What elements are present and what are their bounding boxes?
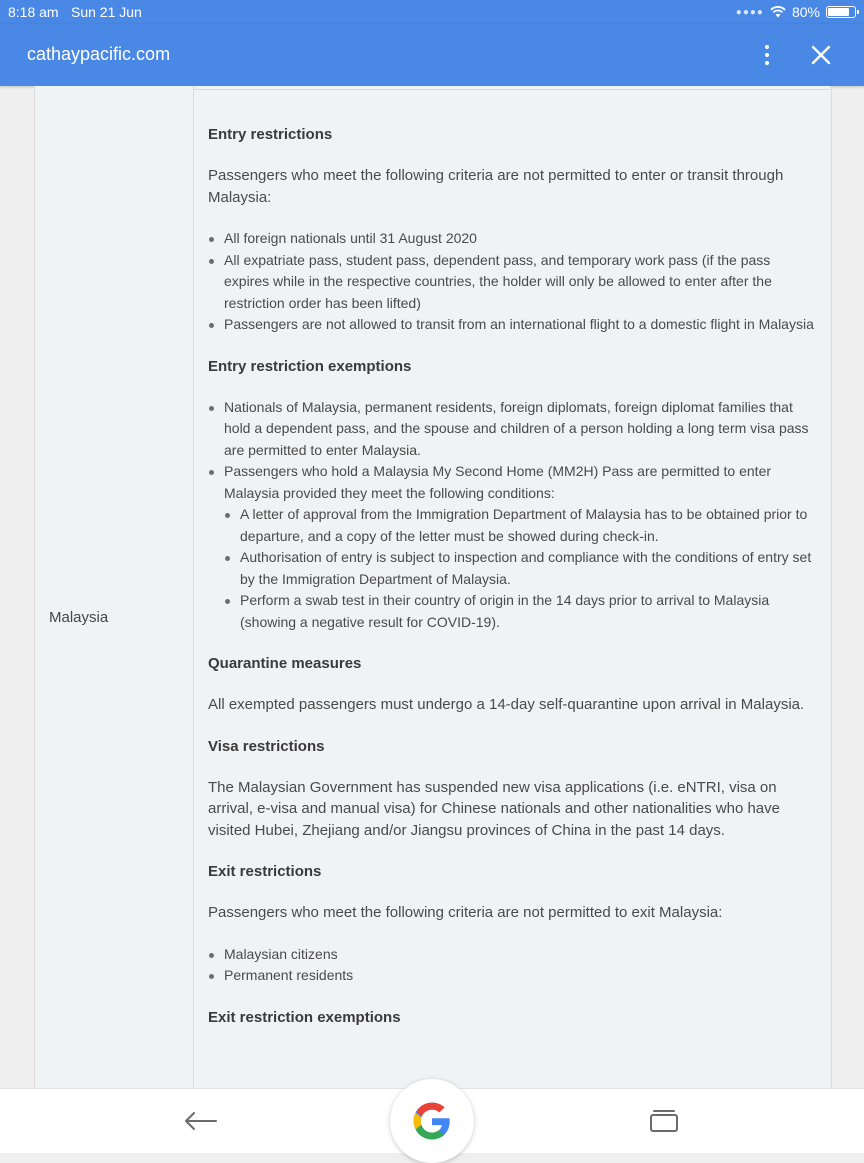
list-item: Malaysian citizens [224,944,818,966]
list-item: Authorisation of entry is subject to inspection and compliance with the conditions of entry set by the Immigration Department of Malaysia. [240,547,818,590]
list-item-text: Passengers who hold a Malaysia My Second Home (MM2H) Pass are permitted to enter Malaysia provided they meet the following conditions: [224,463,772,501]
list-item: Nationals of Malaysia, permanent residents, foreign diplomats, foreign diplomat families that hold a dependent pass, and the spouse and children of a person holding a long term visa pass are permitted to enter Malaysia. [224,397,818,462]
row-divider [194,89,830,90]
tabs-icon[interactable] [646,1107,682,1135]
country-cell [35,86,194,1088]
back-arrow-icon[interactable] [182,1107,218,1135]
list-item: All foreign nationals until 31 August 2020 [224,228,818,250]
visa-text: The Malaysian Government has suspended new visa applications (i.e. eNTRI, visa on arrival, e-visa and manual visa) for Chinese nationals and other nationalities who have visited Hubei, Zhejiang and/or Jiangsu provinces of China in the past 14 days. [208,778,780,839]
list-item: Permanent residents [224,965,818,987]
restrictions-text [208,124,818,1048]
list-item: All expatriate pass, student pass, dependent pass, and temporary work pass (if the pass expires while in the respective countries, the holder will only be allowed to enter after the restriction order has been lifted) [224,250,818,315]
status-date: Sun 21 Jun [71,4,142,20]
travel-restrictions-table [34,86,832,1088]
bottom-nav-bar [0,1088,864,1153]
exit-restrictions-heading: Exit restrictions [208,863,322,880]
exit-exemptions-heading: Exit restriction exemptions [208,1008,401,1026]
status-time: 8:18 am [8,4,59,20]
exit-restrictions-intro: Passengers who meet the following criteria are not permitted to exit Malaysia: [208,904,723,921]
entry-exemptions-heading: Entry restriction exemptions [208,357,412,375]
google-button[interactable] [390,1079,474,1163]
list-item: Perform a swab test in their country of origin in the 14 days prior to arrival to Malaysia (showing a negative result for COVID-19). [240,590,818,633]
country-name: Malaysia [49,609,109,626]
quarantine-text: All exempted passengers must undergo a 14-day self-quarantine upon arrival in Malaysia. [208,696,805,713]
restrictions-cell [194,86,830,1088]
mm2h-conditions-list [224,504,818,633]
exit-restrictions-list [208,944,818,987]
entry-restrictions-intro: Passengers who meet the following criteria are not permitted to enter or transit through Malaysia: [208,167,784,206]
visa-heading: Visa restrictions [208,737,325,755]
close-icon[interactable] [806,40,836,70]
battery-level [828,8,849,16]
browser-toolbar [0,24,864,86]
quarantine-heading: Quarantine measures [208,655,362,672]
signal-dots-icon: ●●●● [735,6,764,18]
wifi-icon [770,6,786,18]
list-item [224,461,818,633]
status-bar [0,0,864,24]
list-item: A letter of approval from the Immigration Department of Malaysia has to be obtained prior to departure, and a copy of the letter must be showed during check-in. [240,504,818,547]
list-item: Passengers are not allowed to transit from an international flight to a domestic flight in Malaysia [224,314,818,336]
google-g-icon [408,1097,456,1145]
entry-restrictions-list [208,228,818,336]
battery-icon [826,6,856,18]
entry-restrictions-heading: Entry restrictions [208,126,333,143]
status-indicators [736,4,856,20]
entry-exemptions-list [208,397,818,634]
page-domain[interactable]: cathaypacific.com [27,44,171,64]
battery-percent: 80% [791,4,820,20]
more-vert-icon[interactable] [758,42,776,68]
web-content[interactable] [0,86,864,1088]
